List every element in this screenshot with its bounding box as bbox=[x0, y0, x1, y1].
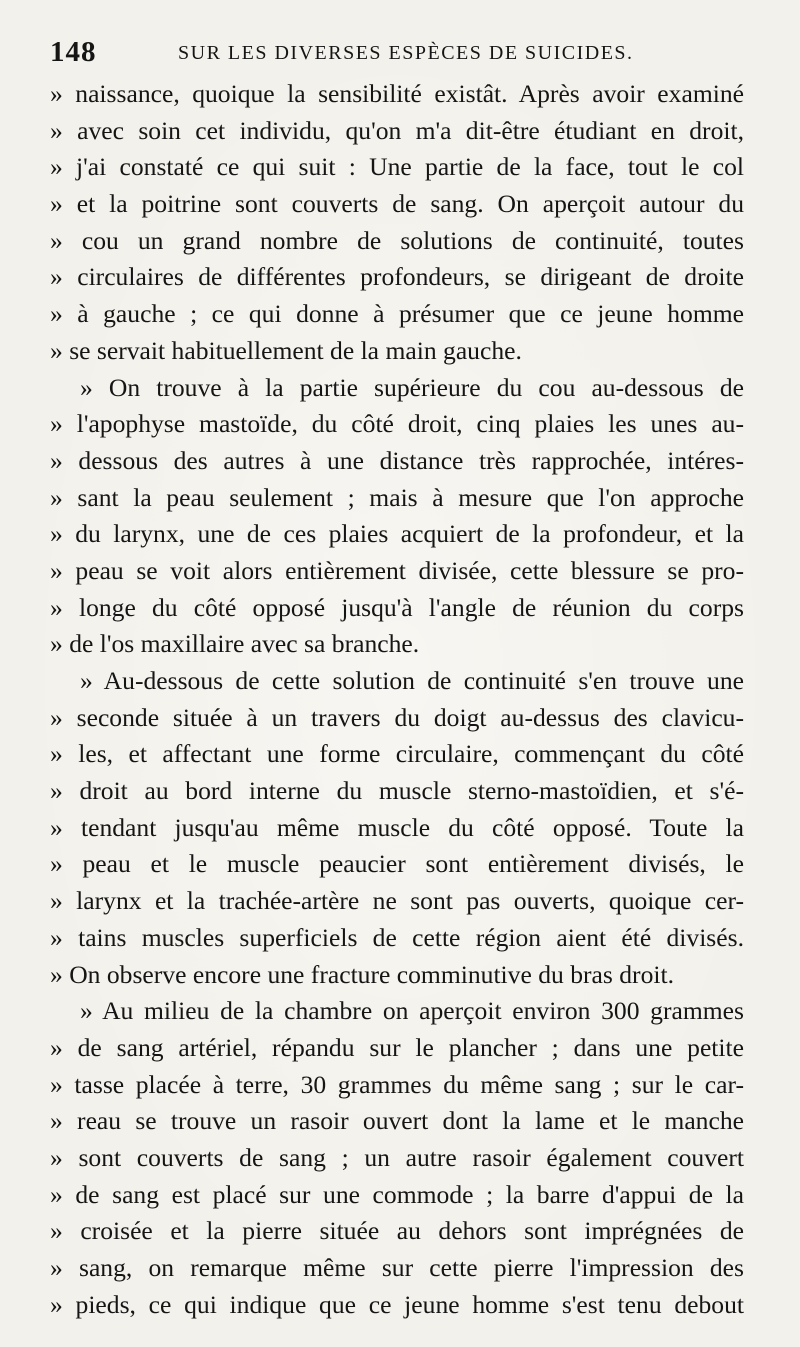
text-line: » de l'os maxillaire avec sa branche. bbox=[50, 629, 420, 659]
text-line: » dessous des autres à une distance très rapprochée, intéres- bbox=[50, 445, 744, 475]
page-number: 148 bbox=[50, 36, 97, 68]
text-line: » se servait habituellement de la main gauche. bbox=[50, 335, 522, 365]
text-line: » naissance, quoique la sensibilité existât. Après avoir examiné bbox=[50, 79, 744, 108]
text-line: » tendant jusqu'au même muscle du côté opposé. Toute la bbox=[50, 812, 744, 842]
text-line: » peau et le muscle peaucier sont entièrement divisés, le bbox=[50, 849, 744, 879]
paragraph-2 bbox=[50, 370, 744, 664]
text-line: » longe du côté opposé jusqu'à l'angle de réunion du corps bbox=[50, 592, 744, 622]
paragraph-3 bbox=[50, 663, 744, 993]
text-line: » et la poitrine sont couverts de sang. On aperçoit autour du bbox=[50, 189, 744, 219]
text-line: » Au milieu de la chambre on aperçoit environ 300 grammes bbox=[80, 996, 744, 1026]
text-line: » sang, on remarque même sur cette pierre l'impression des bbox=[50, 1253, 744, 1282]
text-line: » reau se trouve un rasoir ouvert dont la lame et le manche bbox=[50, 1106, 744, 1136]
text-line: » à gauche ; ce qui donne à présumer que ce jeune homme bbox=[50, 299, 744, 329]
paragraph-4 bbox=[50, 993, 744, 1323]
text-line: » droit au bord interne du muscle sterno-mastoïdien, et s'é- bbox=[50, 776, 744, 806]
text-line: » avec soin cet individu, qu'on m'a dit-être étudiant en droit, bbox=[50, 115, 744, 145]
text-line: » l'apophyse mastoïde, du côté droit, cinq plaies les unes au- bbox=[50, 409, 744, 439]
running-head bbox=[50, 30, 750, 76]
text-line: » cou un grand nombre de solutions de continuité, toutes bbox=[50, 225, 744, 255]
text-line: » du larynx, une de ces plaies acquiert de la profondeur, et la bbox=[50, 519, 744, 549]
text-line: » Au-dessous de cette solution de continuité s'en trouve une bbox=[80, 666, 744, 695]
text-line: » larynx et la trachée-artère ne sont pas ouverts, quoique cer- bbox=[50, 886, 744, 916]
text-line: » seconde située à un travers du doigt au-dessus des clavicu- bbox=[50, 702, 744, 732]
text-line: » croisée et la pierre située au dehors sont imprégnées de bbox=[50, 1216, 744, 1246]
text-line: » j'ai constaté ce qui suit : Une partie de la face, tout le col bbox=[50, 152, 744, 182]
paragraph-1 bbox=[50, 76, 744, 370]
body-text bbox=[50, 76, 744, 1323]
text-line: » On trouve à la partie supérieure du cou au-dessous de bbox=[80, 372, 744, 402]
text-line: » tasse placée à terre, 30 grammes du même sang ; sur le car- bbox=[50, 1069, 744, 1099]
text-line: » tains muscles superficiels de cette région aient été divisés. bbox=[50, 922, 744, 952]
text-line: » peau se voit alors entièrement divisée, cette blessure se pro- bbox=[50, 555, 744, 585]
text-line: » sont couverts de sang ; un autre rasoir également couvert bbox=[50, 1142, 744, 1172]
text-line: » les, et affectant une forme circulaire, commençant du côté bbox=[50, 739, 744, 769]
text-line: » On observe encore une fracture comminutive du bras droit. bbox=[50, 959, 674, 989]
text-line: » de sang artériel, répandu sur le plancher ; dans une petite bbox=[50, 1032, 744, 1062]
text-line: » pieds, ce qui indique que ce jeune homme s'est tenu debout bbox=[50, 1289, 744, 1319]
text-line: » de sang est placé sur une commode ; la barre d'appui de la bbox=[50, 1179, 744, 1209]
text-line: » circulaires de différentes profondeurs, se dirigeant de droite bbox=[50, 262, 744, 292]
text-line: » sant la peau seulement ; mais à mesure que l'on approche bbox=[50, 482, 744, 512]
running-title: SUR LES DIVERSES ESPÈCES DE SUICIDES. bbox=[178, 42, 634, 64]
